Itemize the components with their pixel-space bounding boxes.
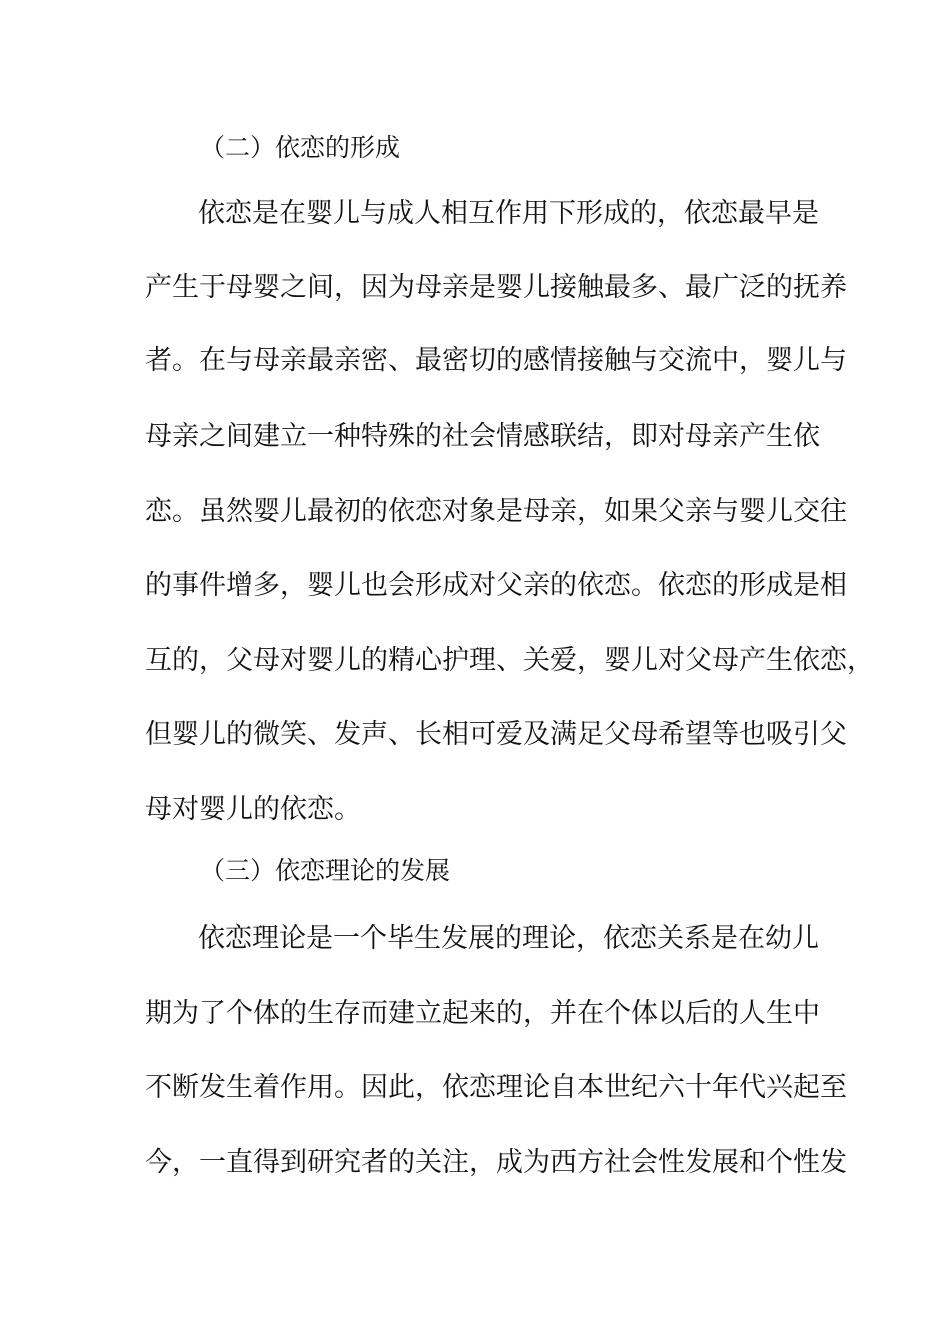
paragraph-line: 今，一直得到研究者的关注，成为西方社会性发展和个性发	[145, 1147, 847, 1178]
paragraph-line: 者。在与母亲最亲密、最密切的感情接触与交流中，婴儿与	[145, 345, 847, 376]
paragraph-line: 依恋是在婴儿与成人相互作用下形成的，依恋最早是	[198, 198, 819, 229]
paragraph-line: 不断发生着作用。因此，依恋理论自本世纪六十年代兴起至	[145, 1072, 847, 1103]
section-heading-3: （三）依恋理论的发展	[200, 856, 451, 885]
section-heading-2: （二）依恋的形成	[200, 133, 401, 162]
paragraph-line: 恋。虽然婴儿最初的依恋对象是母亲，如果父亲与婴儿交往	[145, 496, 847, 527]
paragraph-line: 互的，父母对婴儿的精心护理、关爱，婴儿对父母产生依恋，	[145, 645, 874, 676]
paragraph-line: 的事件增多，婴儿也会形成对父亲的依恋。依恋的形成是相	[145, 570, 847, 601]
paragraph-line: 依恋理论是一个毕生发展的理论，依恋关系是在幼儿	[198, 923, 819, 954]
paragraph-line: 母对婴儿的依恋。	[145, 794, 361, 825]
paragraph-line: 产生于母婴之间，因为母亲是婴儿接触最多、最广泛的抚养	[145, 272, 847, 303]
paragraph-line: 期为了个体的生存而建立起来的，并在个体以后的人生中	[145, 998, 820, 1029]
paragraph-line: 但婴儿的微笑、发声、长相可爱及满足父母希望等也吸引父	[145, 719, 847, 750]
paragraph-line: 母亲之间建立一种特殊的社会情感联结，即对母亲产生依	[145, 421, 820, 452]
